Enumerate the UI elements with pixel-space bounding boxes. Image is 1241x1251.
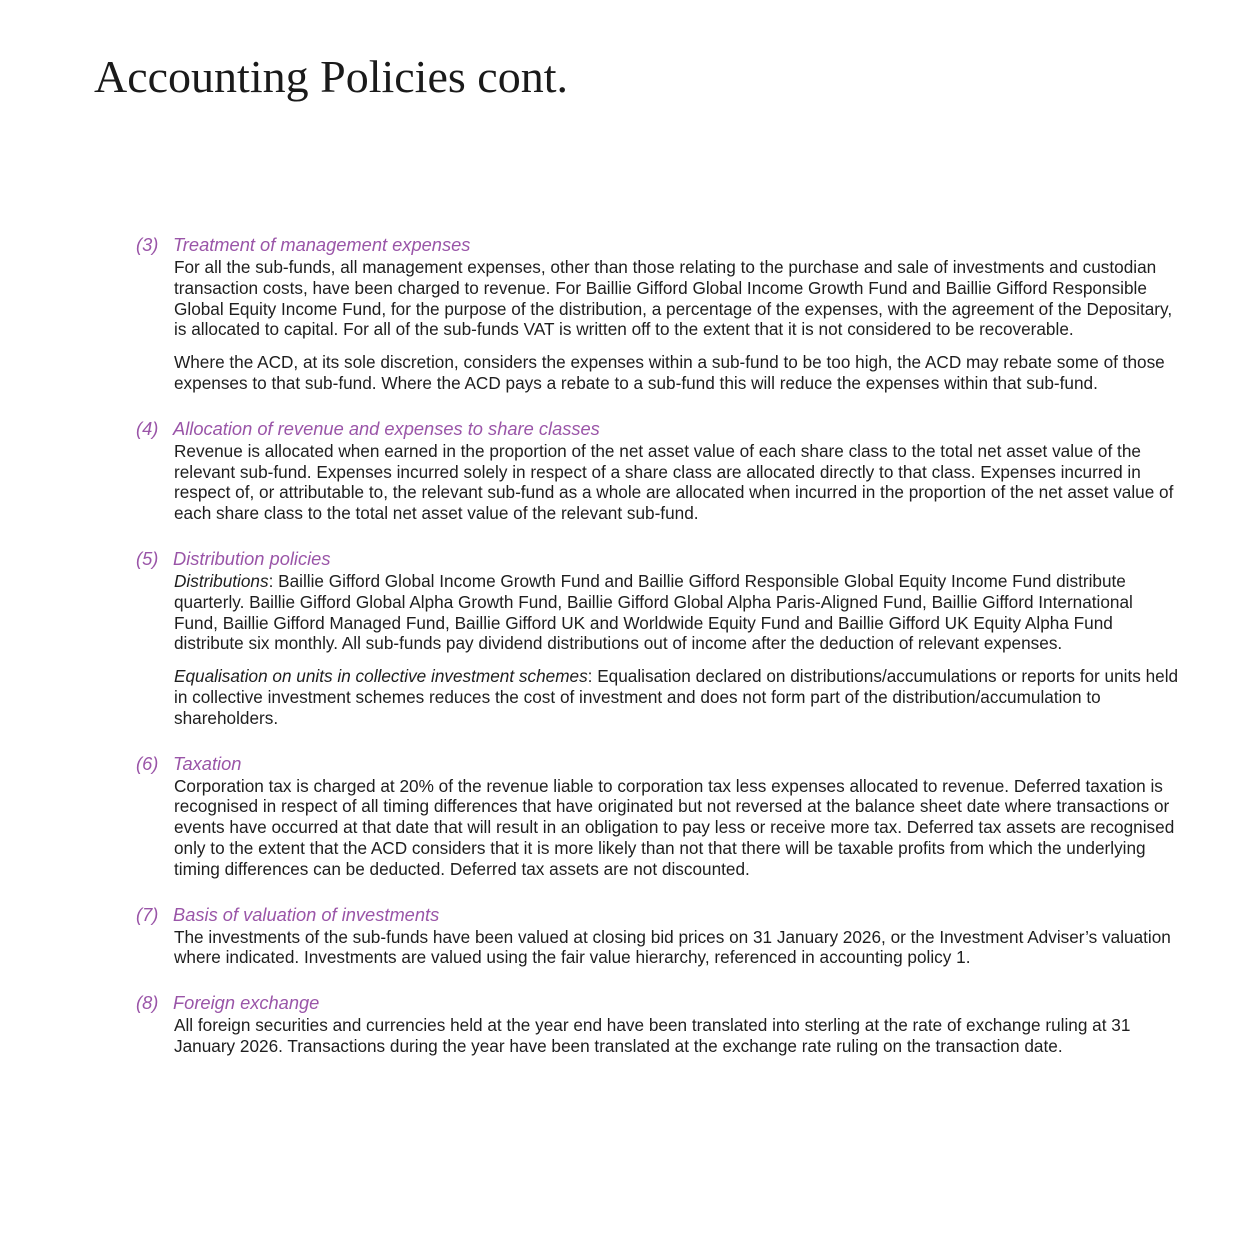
- section-paragraph: All foreign securities and currencies held at the year end have been translated into sterling at the rate of exchange ruling at 31 January 2026. Transactions during the year have been translated at the exchange rate ruling on the transaction date.: [174, 1015, 1131, 1056]
- section-paragraph: [174, 666, 1181, 728]
- policy-section-revenue-allocation: [136, 417, 1181, 524]
- section-number: (6): [136, 752, 159, 774]
- section-title: Distribution policies: [173, 547, 331, 569]
- section-paragraph: Where the ACD, at its sole discretion, considers the expenses within a sub-fund to be too high, the ACD may rebate some of those expenses to that sub-fund. Where the ACD pays a rebate to a sub-fund this will reduce the expenses within that sub-fund.: [174, 352, 1165, 393]
- section-number: (7): [136, 903, 159, 925]
- section-title: Treatment of management expenses: [173, 234, 471, 255]
- section-title: Basis of valuation of investments: [173, 903, 440, 925]
- section-number: (8): [136, 992, 159, 1014]
- paragraph-lead: Distributions: [174, 570, 269, 591]
- paragraph-lead: Equalisation on units in collective investment schemes: [174, 666, 588, 687]
- section-paragraph: Revenue is allocated when earned in the proportion of the net asset value of each share class to the total net asset value of the relevant sub-fund. Expenses incurred solely in respect of a share class are allocated directly to that class. Expenses incurred in respect of, or attributable to, the relevant sub-fund as a whole are allocated when incurred in the proportion of the net asset value of each share class to the total net asset value of the relevant sub-fund.: [174, 440, 1174, 524]
- paragraph-body: : Baillie Gifford Global Income Growth Fund and Baillie Gifford Responsible Global Equity Income Fund distribute quarterly. Baillie Gifford Global Alpha Growth Fund, Baillie Gifford Global Alpha Paris-Aligned Fund, Baillie Gifford International Fund, Baillie Gifford Managed Fund, Baillie Gifford UK and Worldwide Equity Fund and Baillie Gifford UK Equity Alpha Fund distribute six monthly. All sub-funds pay dividend distributions out of income after the deduction of relevant expenses.: [174, 570, 1133, 654]
- section-title: Taxation: [173, 752, 242, 774]
- section-paragraph: [174, 571, 1181, 654]
- policy-section-foreign-exchange: [136, 991, 1181, 1057]
- policy-section-valuation: [136, 903, 1181, 969]
- section-heading: [136, 417, 1181, 441]
- section-paragraph: The investments of the sub-funds have been valued at closing bid prices on 31 January 2026, or the Investment Adviser’s valuation where indicated. Investments are valued using the fair value hierarchy, referenced in accounting policy 1.: [174, 926, 1171, 968]
- section-heading: [136, 547, 1181, 571]
- section-number: (4): [136, 417, 159, 439]
- section-paragraph: Corporation tax is charged at 20% of the revenue liable to corporation tax less expenses allocated to revenue. Deferred taxation is recognised in respect of all timing differences that have originated but not reversed at the balance sheet date where transactions or events have occurred at that date that will result in an obligation to pay less or receive more tax. Deferred tax assets are recognised only to the extent that the ACD considers that it is more likely than not that there will be taxable profits from which the underlying timing differences can be deducted. Deferred tax assets are not discounted.: [174, 775, 1175, 879]
- section-paragraph: For all the sub-funds, all management expenses, other than those relating to the purchase and sale of investments and custodian transaction costs, have been charged to revenue. For Baillie Gifford Global Income Growth Fund and Baillie Gifford Responsible Global Equity Income Fund, for the purpose of the distribution, a percentage of the expenses, with the agreement of the Depositary, is allocated to capital. For all of the sub-funds VAT is written off to the extent that it is not considered to be recoverable.: [174, 257, 1173, 340]
- section-heading: [136, 233, 1181, 257]
- page-title: Accounting Policies cont.: [94, 51, 568, 102]
- paragraph-body: : Equalisation declared on distributions/accumulations or reports for units held in collective investment schemes reduces the cost of investment and does not form part of the distribution/accumulation to shareholders.: [174, 666, 1179, 728]
- section-title: Foreign exchange: [173, 992, 320, 1014]
- accounting-policies-list: [136, 233, 1181, 1080]
- policy-section-taxation: [136, 752, 1181, 880]
- section-heading: [136, 991, 1181, 1015]
- section-title: Allocation of revenue and expenses to share classes: [173, 417, 600, 439]
- policy-section-management-expenses: [136, 233, 1181, 394]
- section-number: (3): [136, 234, 159, 255]
- policy-section-distribution: [136, 547, 1181, 729]
- section-heading: [136, 752, 1181, 776]
- section-number: (5): [136, 547, 159, 569]
- section-heading: [136, 903, 1181, 927]
